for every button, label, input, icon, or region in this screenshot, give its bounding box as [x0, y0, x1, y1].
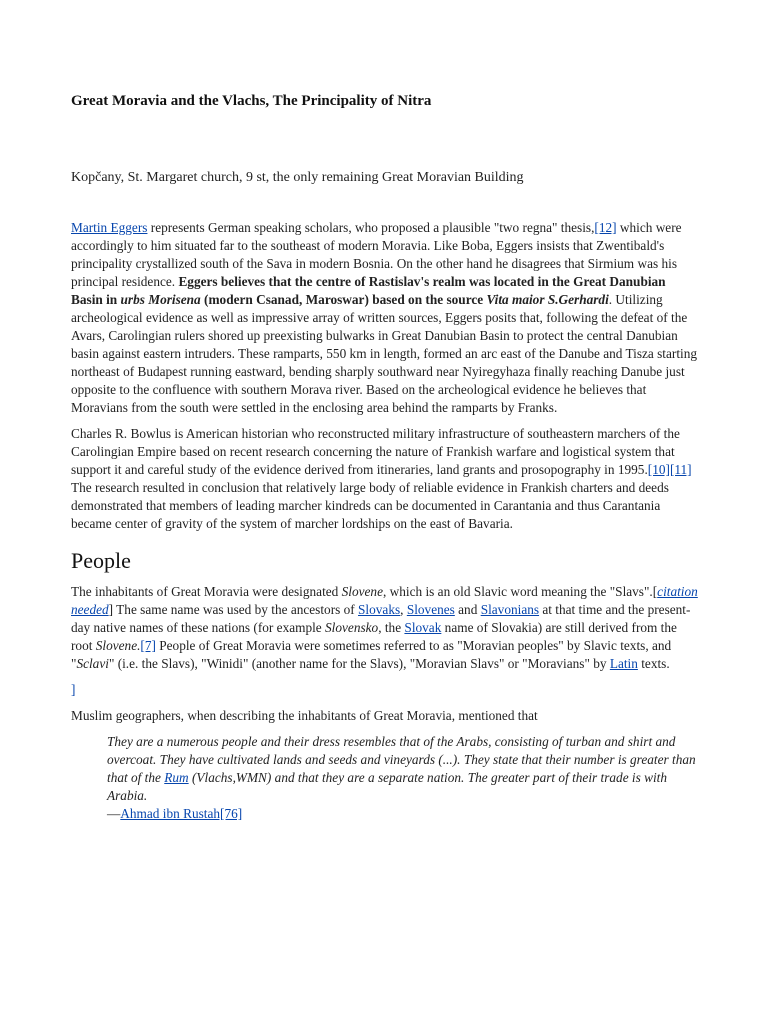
stray-bracket-line — [71, 681, 699, 699]
quote-ibn-rustah: They are a numerous people and their dress resembles that of the Arabs, consisting of turban and shirt and overcoat. They have cultivated lands and seeds and vineyards (...). They state that their number is greater than that of the Rum (Vlachs,WMN) and that they are a separate nation. The greater part of their trade is with Arabia. —Ahmad ibn Rustah[76] — [107, 733, 699, 823]
ref-11[interactable]: [11] — [669, 462, 692, 477]
citation-needed-link[interactable]: citation needed — [71, 584, 698, 617]
article-body — [71, 219, 699, 823]
link-ahmad-ibn-rustah[interactable]: Ahmad ibn Rustah[76] — [120, 806, 243, 821]
link-rum[interactable]: Rum — [164, 770, 189, 785]
section-heading-people: People — [71, 548, 131, 573]
paragraph-eggers: Martin Eggers represents German speaking scholars, who proposed a plausible "two regna" thesis,[12] which were accordingly to him situated far to the southeast of modern Moravia. Like Boba, Eggers insists that Zwentibald's principality crystallized south of the Sava in modern Bosnia. On the other hand he disagrees that Sirmium was his principal residence. Eggers believes that the centre of Rastislav's realm was located in the Great Danubian Basin in urbs Morisena (modern Csanad, Maroswar) based on the source Vita maior S.Gerhardi. Utilizing archeological evidence as well as impressive array of written sources, Eggers posits that, following the defeat of the Avars, Carolingian rulers shored up preexisting bulwarks in Great Danubian Basin to protect the central Danubian basin against eastern intruders. These ramparts, 550 km in length, formed an arc east of the Danube and Tisza starting northeast of Budapest running eastward, bending sharply southward near Nyiregyhaza finally reaching Danube just opposite to the confluence with southern Morava river. Based on the archeological evidence he believes that Moravians from the south were settled in the enclosing area behind the ramparts by Franks. — [71, 220, 698, 415]
link-slovaks[interactable]: Slovaks — [358, 602, 401, 617]
link-slovenes[interactable]: Slovenes — [406, 602, 455, 617]
quote-attribution: —Ahmad ibn Rustah[76] — [107, 806, 243, 821]
link-latin[interactable]: Latin — [609, 656, 638, 671]
link-martin-eggers[interactable]: Martin Eggers — [71, 220, 148, 235]
paragraph-bowlus: Charles R. Bowlus is American historian who reconstructed military infrastructure of southeastern marchers of the Carolingian Empire based on recent research concerning the nature of Frankish warfare and logistical system that support it and careful study of the evidence derived from itineraries, land grants and prosopography in 1995.[10][11] The research resulted in conclusion that relatively large body of reliable evidence in Frankish charters and deeds demonstrated that members of leading marcher kindreds can be documented in Carantania and thus Carantania became center of gravity of the system of marcher lordships on the east of Bavaria. — [71, 426, 692, 531]
page-title: Great Moravia and the Vlachs, The Principality of Nitra — [71, 93, 432, 109]
link-slavonians[interactable]: Slavonians — [480, 602, 540, 617]
ref-10[interactable]: [10] — [647, 462, 670, 477]
ref-7[interactable]: [7] — [140, 638, 156, 653]
paragraph-muslim-geographers: Muslim geographers, when describing the inhabitants of Great Moravia, mentioned that — [71, 708, 538, 723]
image-caption: Kopčany, St. Margaret church, 9 st, the only remaining Great Moravian Building — [71, 170, 524, 185]
link-slovak[interactable]: Slovak — [404, 620, 442, 635]
paragraph-inhabitants: The inhabitants of Great Moravia were designated Slovene, which is an old Slavic word meaning the "Slavs".[citation needed] The same name was used by the ancestors of Slovaks, Slovenes and Slavonians at that time and the present-day native names of these nations (for example Slovensko, the Slovak name of Slovakia) are still derived from the root Slovene.[7] People of Great Moravia were sometimes referred to as "Moravian peoples" by Slavic texts, and "Sclavi" (i.e. the Slavs), "Winidi" (another name for the Slavs), "Moravian Slavs" or "Moravians" by Latin texts. — [71, 584, 698, 671]
ref-12[interactable]: [12] — [594, 220, 617, 235]
stray-bracket-link[interactable]: ] — [71, 682, 76, 697]
